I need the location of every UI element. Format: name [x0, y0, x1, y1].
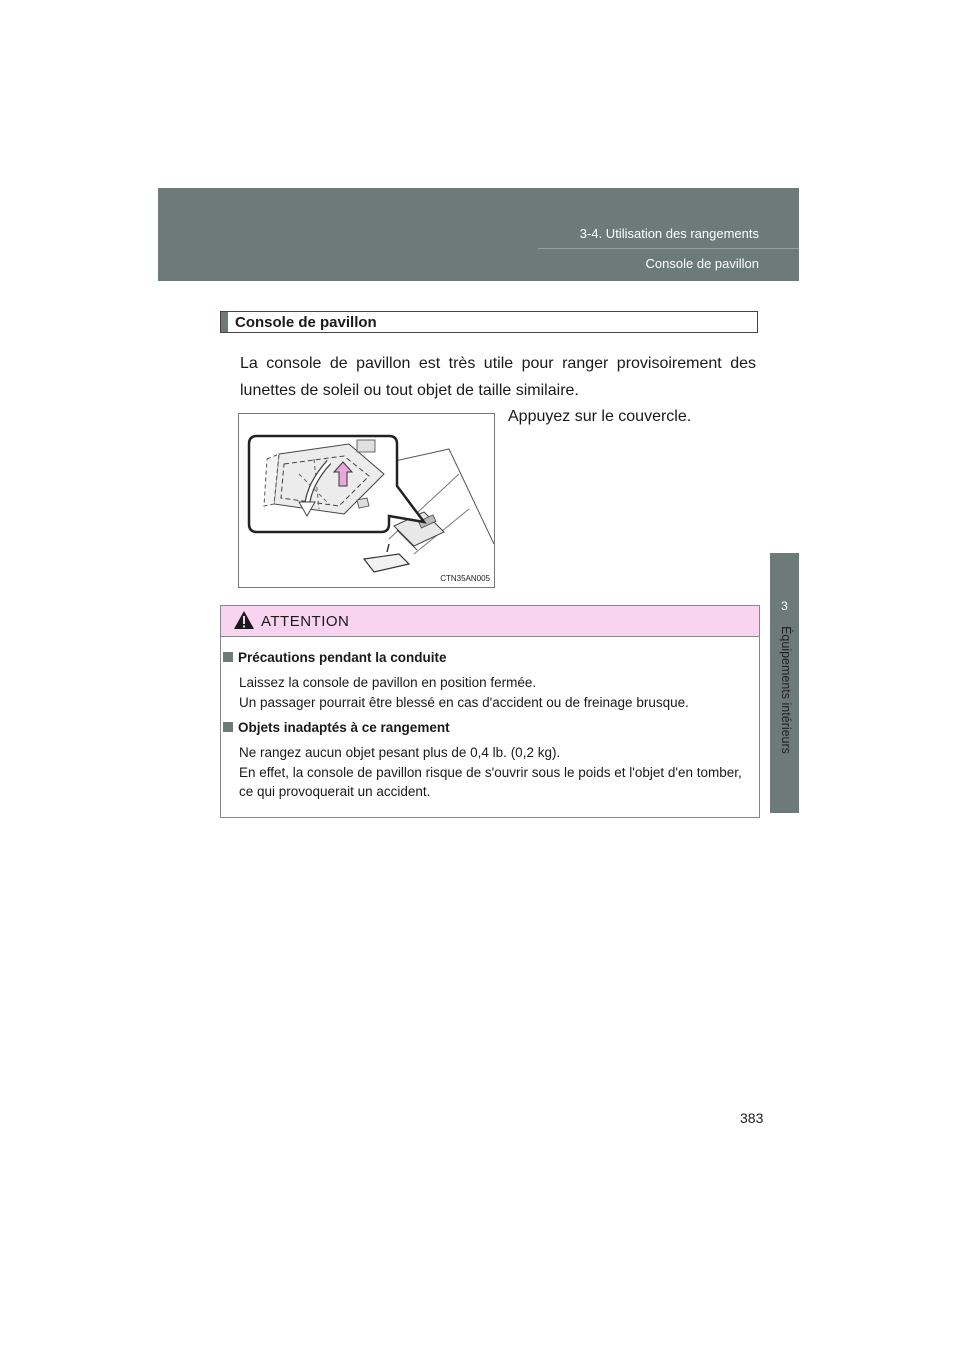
- attention-item-line: Un passager pourrait être blessé en cas d'accident ou de freinage brusque.: [239, 694, 689, 710]
- attention-item-heading: [223, 720, 450, 735]
- attention-item-heading: [223, 650, 447, 665]
- intro-paragraph: La console de pavillon est très utile pour ranger provisoirement des lunettes de soleil ou tout objet de taille similaire.: [240, 355, 756, 399]
- header-subtitle: Console de pavillon: [645, 256, 759, 271]
- attention-item-line: En effet, la console de pavillon risque de s'ouvrir sous le poids et l'objet d'en tomber, ce qui provoquerait un accident.: [239, 764, 742, 799]
- warning-triangle-icon: [233, 610, 255, 630]
- console-drawing: [239, 414, 494, 587]
- step-instruction: Appuyez sur le couvercle.: [508, 408, 692, 425]
- overhead-console-illustration: [238, 413, 495, 588]
- attention-header: [221, 606, 759, 637]
- attention-item-heading-text: Objets inadaptés à ce rangement: [238, 720, 450, 735]
- section-title-text: Console de pavillon: [235, 314, 377, 331]
- figure-code: CTN35AN005: [440, 574, 490, 583]
- page-number: 383: [740, 1110, 764, 1126]
- attention-item-line: Ne rangez aucun objet pesant plus de 0,4 lb. (0,2 kg).: [239, 745, 561, 760]
- section-title: [220, 311, 758, 333]
- attention-item-body: [239, 743, 759, 802]
- header-band: [158, 188, 799, 281]
- bullet-square-icon: [223, 722, 233, 732]
- bullet-square-icon: [223, 652, 233, 662]
- attention-box: [220, 605, 760, 818]
- attention-item-line: Laissez la console de pavillon en position fermée.: [239, 675, 537, 690]
- chapter-label: Équipements intérieurs: [779, 626, 793, 754]
- attention-title: ATTENTION: [261, 613, 350, 630]
- chapter-number: 3: [781, 599, 788, 613]
- attention-item-heading-text: Précautions pendant la conduite: [238, 650, 447, 665]
- header-section-title: 3-4. Utilisation des rangements: [579, 226, 759, 241]
- section-title-bar: [221, 312, 228, 332]
- attention-item-body: [239, 673, 759, 712]
- header-divider: [538, 248, 799, 249]
